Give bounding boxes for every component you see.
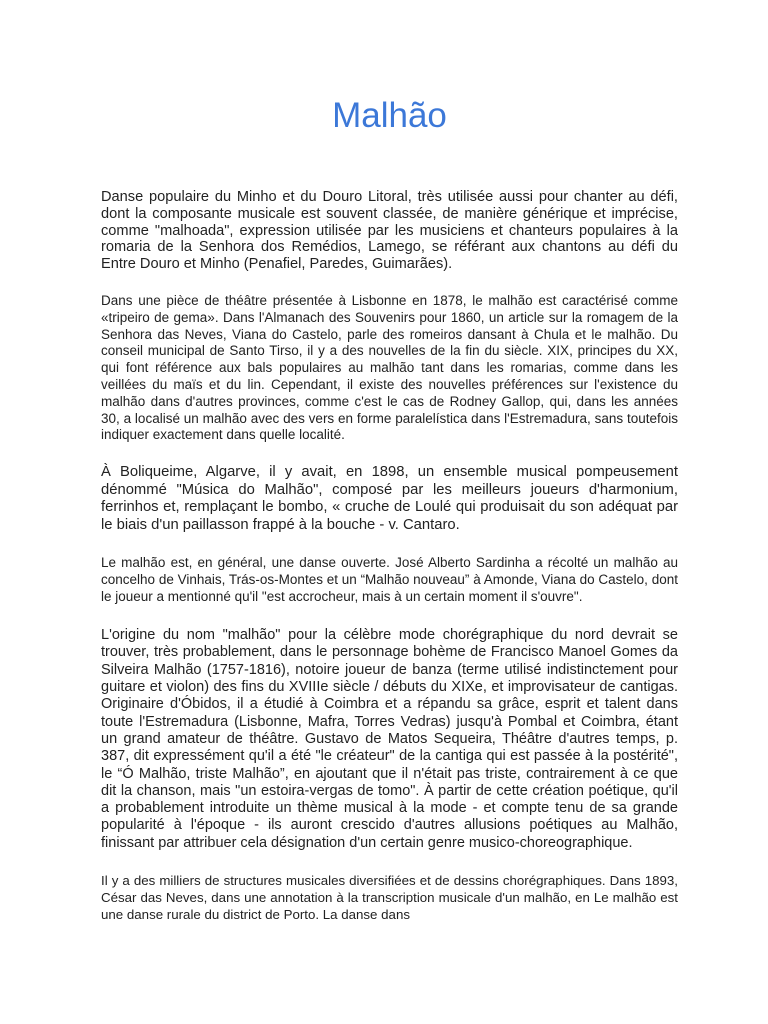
paragraph-5: L'origine du nom "malhão" pour la célèbre mode chorégraphique du nord devrait se trouver, très probablement, dans le personnage bohème de Francisco Manoel Gomes da Silveira Malhão (1757-1816), notoire joueur de banza (terme utilisé indistinctement pour guitare et violon) des fins du XVIIIe siècle / débuts du XIXe, et improvisateur de cantigas. Originaire d'Óbidos, il a étudié à Coimbra et a répandu sa grâce, esprit et talent dans toute l'Estremadura (Lisbonne, Mafra, Torres Vedras) jusqu'à Pombal et Coimbra, étant un grand amateur de théâtre. Gustavo de Matos Sequeira, Théâtre d'autres temps, p. 387, dit expressément qu'il a été "le créateur" de la cantiga qui est passée à la postérité", le “Ó Malhão, triste Malhão”, en ajoutant que il n'était pas triste, contrairement à ce que dit la chanson, mais "un estoira-vergas de tomo". À partir de cette création poétique, qu'il a probablement introduite un thème musical à la mode - et compte tenu de sa grande popularité à l'époque - ils auront crescido d'autres allusions poétiques au Malhão, finissant par attribuer cela désignation d'un certain genre musico-choreographique. — [101, 627, 678, 851]
document-title: Malhão — [332, 96, 447, 135]
paragraph-6: Il y a des milliers de structures musicales diversifiées et de dessins chorégraphiques. Dans 1893, César das Neves, dans une annotation à la transcription musicale d'un malhão, en Le malhão est une danse rurale du district de Porto. La danse dans — [101, 873, 678, 923]
paragraph-1: Danse populaire du Minho et du Douro Litoral, très utilisée aussi pour chanter au défi, dont la composante musicale est souvent classée, de manière générique et imprécise, comme "malhoada", expression utilisée par les musiciens et chanteurs populaires à la romaria de la Senhora dos Remédios, Lamego, se référant aux chantons au défi du Entre Douro et Minho (Penafiel, Paredes, Guimarães). — [101, 189, 678, 273]
paragraph-4: Le malhão est, en général, une danse ouverte. José Alberto Sardinha a récolté un malhão au concelho de Vinhais, Trás-os-Montes et un “Malhão nouveau” à Amonde, Viana do Castelo, dont le joueur a mentionné qu'il "est accrocheur, mais à un certain moment il s'ouvre". — [101, 555, 678, 605]
paragraph-2: Dans une pièce de théâtre présentée à Lisbonne en 1878, le malhão est caractérisé comme «tripeiro de gema». Dans l'Almanach des Souvenirs pour 1860, un article sur la romagem de la Senhora das Neves, Viana do Castelo, parle des romeiros dansant à Chula et le malhão. Du conseil municipal de Santo Tirso, il y a des nouvelles de la fin du siècle. XIX, principes du XX, qui font référence aux bals populaires au malhão tant dans les romarias, comme dans les veillées du maïs et du lin. Cependant, il existe des nouvelles préférences sur l'existence du malhão dans d'autres provinces, comme c'est le cas de Rodney Gallop, qui, dans les années 30, a localisé un malhão avec des vers en forme paralelística dans l'Estremadura, sans toutefois indiquer exactement dans quelle localité. — [101, 292, 678, 443]
paragraph-3: À Boliqueime, Algarve, il y avait, en 1898, un ensemble musical pompeusement dénommé "Música do Malhão", composé par les meilleurs joueurs d'harmonium, ferrinhos et, remplaçant le bombo, « cruche de Loulé qui produisait du son adéquat par le biais d'un paillasson frappé à la bouche - v. Cantaro. — [101, 464, 678, 533]
